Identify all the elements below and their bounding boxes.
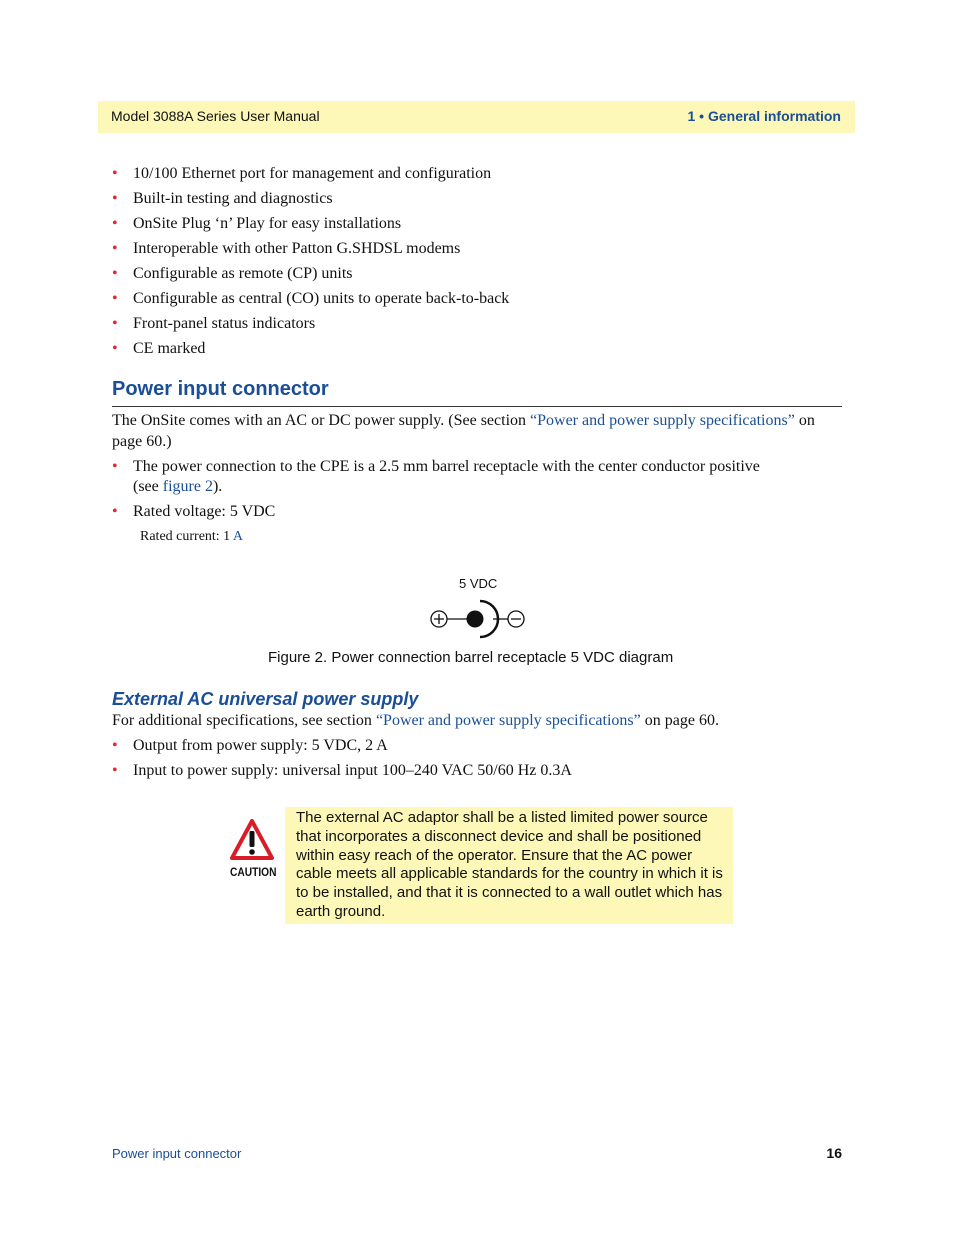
heading-rule (112, 406, 842, 407)
bullet-icon: • (112, 165, 118, 182)
footer-section-name: Power input connector (112, 1146, 242, 1161)
center-pin-icon (467, 611, 484, 628)
figure-caption: Figure 2. Power connection barrel receptacle 5 VDC diagram (268, 649, 674, 666)
supply-list (112, 736, 572, 786)
bullet-icon: • (112, 215, 118, 232)
bullet-icon: • (112, 265, 118, 282)
subsection-intro: For additional specifications, see section “Power and power supply specifications” on page 60. (112, 712, 719, 729)
feature-list (112, 164, 509, 364)
caution-triangle-icon (229, 818, 275, 862)
spec-link[interactable]: “Power and power supply specifications” (375, 712, 641, 729)
list-item: • The power connection to the CPE is a 2.5 mm barrel receptacle with the center conductor positive (see figure 2). (112, 458, 760, 495)
list-item: • Interoperable with other Patton G.SHDSL modems (112, 240, 461, 257)
bullet-icon: • (112, 503, 118, 520)
figure-voltage-label: 5 VDC (459, 576, 498, 591)
caution-box (285, 807, 733, 924)
list-item: • Front-panel status indicators (112, 315, 316, 332)
bullet-icon: • (112, 190, 118, 207)
bullet-icon: • (112, 762, 118, 779)
figure-link[interactable]: figure 2 (162, 478, 213, 495)
list-item: • Configurable as remote (CP) units (112, 265, 353, 282)
list-item: • 10/100 Ethernet port for management and configuration (112, 165, 492, 182)
section-intro: The OnSite comes with an AC or DC power supply. (See section “Power and power supply specifications” on page 60.) (112, 412, 815, 450)
bullet-icon: • (112, 458, 118, 475)
bullet-icon: • (112, 315, 118, 332)
bullet-icon: • (112, 340, 118, 357)
spec-link[interactable]: “Power and power supply specifications” (530, 412, 795, 429)
power-list (112, 457, 760, 527)
bullet-icon: • (112, 290, 118, 307)
page-number: 16 (826, 1145, 842, 1161)
list-item: • Configurable as central (CO) units to operate back-to-back (112, 290, 510, 307)
caution-label: CAUTION (230, 865, 277, 879)
caution-text: The external AC adaptor shall be a listed limited power source that incorporates a disconnect device and shall be positioned within easy reach of the operator. Ensure that the AC power cable meets all applicable standards for the country in which it is to be installed, and that it is connected to a wall outlet which has earth ground. (296, 809, 723, 920)
bullet-icon: • (112, 240, 118, 257)
subsection-heading: External AC universal power supply (112, 689, 419, 709)
manual-title: Model 3088A Series User Manual (111, 108, 320, 124)
list-item: • Rated voltage: 5 VDC (112, 503, 276, 520)
running-header (98, 101, 855, 133)
chapter-title: 1 • General information (687, 108, 841, 124)
list-item: • Output from power supply: 5 VDC, 2 A (112, 737, 388, 754)
list-item: • Input to power supply: universal input 100–240 VAC 50/60 Hz 0.3A (112, 762, 572, 779)
list-item: • OnSite Plug ‘n’ Play for easy installations (112, 215, 402, 232)
rated-current: Rated current: 1 A (140, 529, 244, 544)
list-item: • Built-in testing and diagnostics (112, 190, 333, 207)
list-item: • CE marked (112, 340, 206, 357)
section-heading: Power input connector (112, 378, 329, 400)
bullet-icon: • (112, 737, 118, 754)
barrel-receptacle-diagram (425, 596, 529, 642)
